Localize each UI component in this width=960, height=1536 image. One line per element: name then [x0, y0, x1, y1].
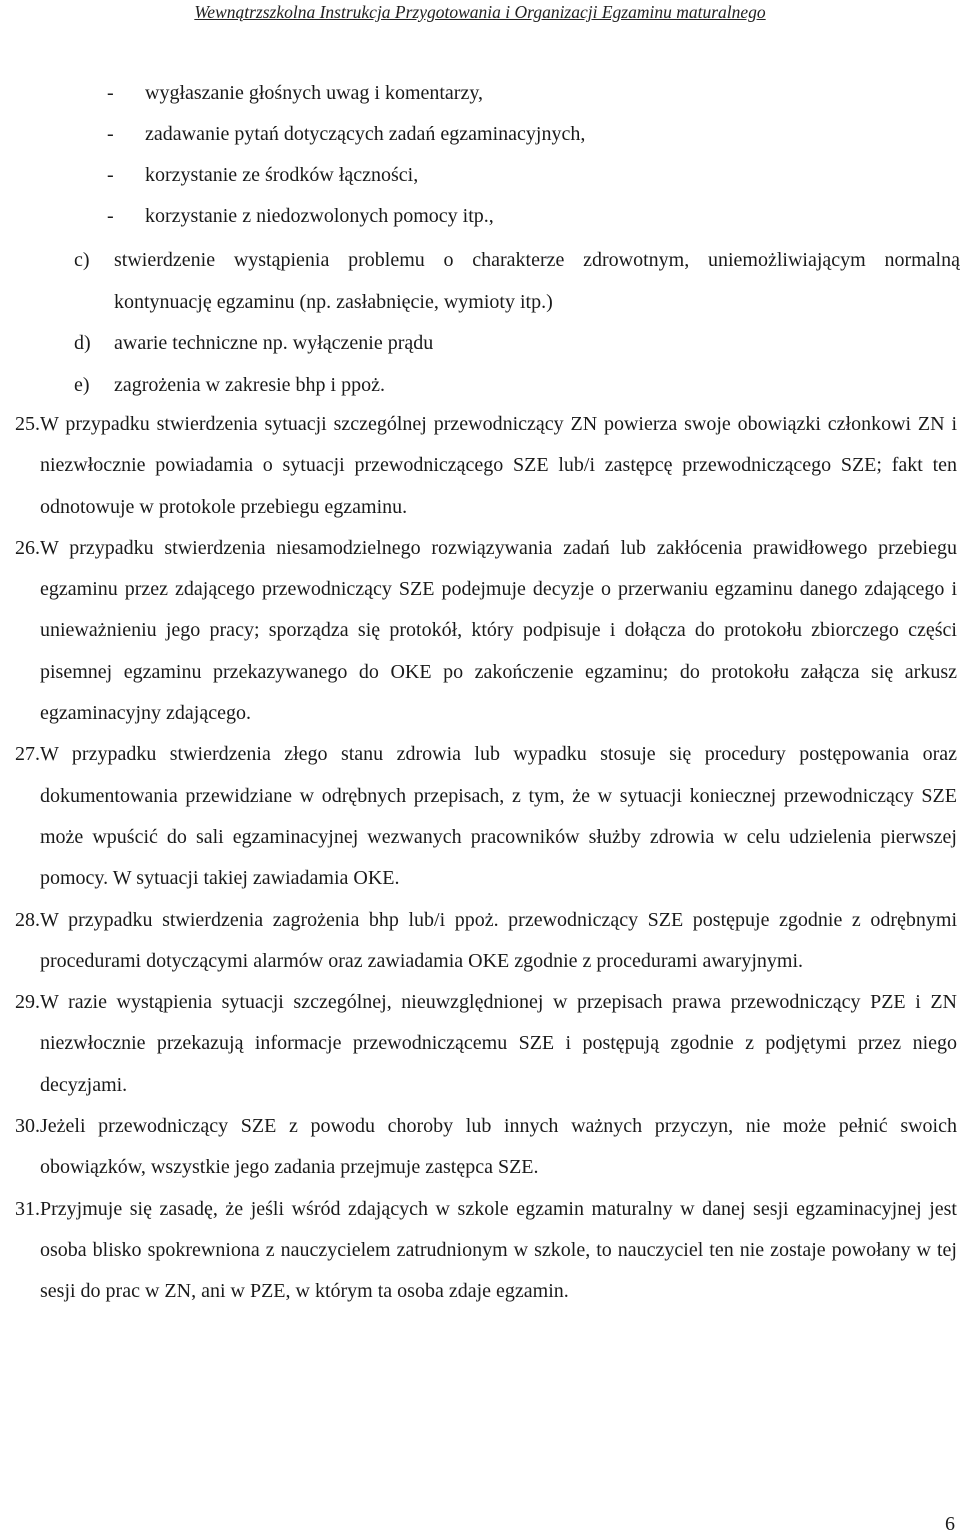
list-item-text: Jeżeli przewodniczący SZE z powodu choroby lub innych ważnych przyczyn, nie może pełnić swoich obowiązków, wszystkie jego zadania przejmuje zastępca SZE. — [40, 1115, 957, 1179]
list-item-text: korzystanie z niedozwolonych pomocy itp., — [145, 205, 494, 227]
list-marker: - — [107, 123, 114, 145]
list-item — [3, 528, 957, 734]
list-item — [3, 982, 957, 1106]
numbered-list — [3, 404, 957, 1313]
lettered-list — [74, 240, 960, 406]
list-item-text: stwierdzenie wystąpienia problemu o charakterze zdrowotnym, uniemożliwiającym normalną kontynuację egzaminu (np. zasłabnięcie, wymioty itp.) — [114, 249, 960, 313]
list-item — [3, 900, 957, 983]
list-item-text: awarie techniczne np. wyłączenie prądu — [114, 332, 434, 354]
list-item — [3, 404, 957, 528]
list-marker: c) — [74, 249, 90, 271]
list-marker: e) — [74, 373, 90, 396]
list-item — [74, 323, 960, 365]
list-marker: 29. — [15, 991, 40, 1014]
list-item-text: W przypadku stwierdzenia sytuacji szczególnej przewodniczący ZN powierza swoje obowiązki członkowi ZN i niezwłocznie powiadamia o sytuacji przewodniczącego SZE lub/i zastępcę przewodniczącego SZE; fakt ten odnotowuje w protokole przebiegu egzaminu. — [40, 413, 957, 518]
list-item — [107, 77, 927, 118]
dash-list — [107, 77, 927, 241]
list-marker: 26. — [15, 536, 40, 559]
list-item-text: W przypadku stwierdzenia złego stanu zdrowia lub wypadku stosuje się procedury postępowania oraz dokumentowania przewidziane w odrębnych przepisach, z tym, że w sytuacji koniecznej przewodniczący SZE może wpuścić do sali egzaminacyjnej wezwanych pracowników służby zdrowia w celu udzielenia pierwszej pomocy. W sytuacji takiej zawiadamia OKE. — [40, 743, 957, 890]
list-item — [107, 159, 927, 200]
list-item-text: zadawanie pytań dotyczących zadań egzaminacyjnych, — [145, 123, 586, 145]
page-number: 6 — [945, 1513, 955, 1535]
list-item-text: W przypadku stwierdzenia niesamodzielnego rozwiązywania zadań lub zakłócenia prawidłowego przebiegu egzaminu przez zdającego przewodniczący SZE podejmuje decyzje o przerwaniu egzaminu danego zdającego i unieważnieniu jego pracy; sporządza się protokół, który podpisuje i dołącza do protokołu zbiorczego części pisemnej egzaminu przekazywanego do OKE po zakończenie egzaminu; do protokołu załącza się arkusz egzaminacyjny zdającego. — [40, 536, 957, 725]
list-item — [3, 734, 957, 899]
list-item — [107, 118, 927, 159]
list-item-text: W przypadku stwierdzenia zagrożenia bhp lub/i ppoż. przewodniczący SZE postępuje zgodnie z odrębnymi procedurami dotyczącymi alarmów oraz zawiadamia OKE zgodnie z procedurami awaryjnymi. — [40, 908, 957, 972]
list-item-text: wygłaszanie głośnych uwag i komentarzy, — [145, 82, 484, 104]
list-marker: 25. — [15, 413, 40, 435]
list-item — [107, 200, 927, 241]
list-marker: 31. — [15, 1197, 40, 1220]
list-item — [3, 1106, 957, 1189]
page-header: Wewnątrzszkolna Instrukcja Przygotowania i Organizacji Egzaminu maturalnego — [194, 2, 766, 22]
list-item — [74, 240, 960, 323]
list-marker: - — [107, 164, 114, 186]
list-item-text: korzystanie ze środków łączności, — [145, 164, 419, 186]
list-item-text: zagrożenia w zakresie bhp i ppoż. — [114, 373, 385, 396]
list-item-text: W razie wystąpienia sytuacji szczególnej, nieuwzględnionej w przepisach prawa przewodniczący PZE i ZN niezwłocznie przekazują informacje przewodniczącemu SZE i postępują zgodnie z podjętymi przez niego decyzjami. — [40, 991, 957, 1096]
list-item-text: Przyjmuje się zasadę, że jeśli wśród zdających w szkole egzamin maturalny w danej sesji egzaminacyjnej jest osoba blisko spokrewniona z nauczycielem zatrudnionym w szkole, to nauczyciel ten nie zostaje powołany w tej sesji do prac w ZN, ani w PZE, w którym ta osoba zdaje egzamin. — [40, 1197, 957, 1303]
list-marker: 27. — [15, 743, 40, 766]
list-marker: 30. — [15, 1115, 40, 1138]
list-marker: d) — [74, 332, 91, 354]
list-item — [74, 365, 960, 407]
list-item — [3, 1189, 957, 1313]
list-marker: - — [107, 205, 114, 227]
list-marker: - — [107, 82, 114, 104]
list-marker: 28. — [15, 908, 40, 931]
